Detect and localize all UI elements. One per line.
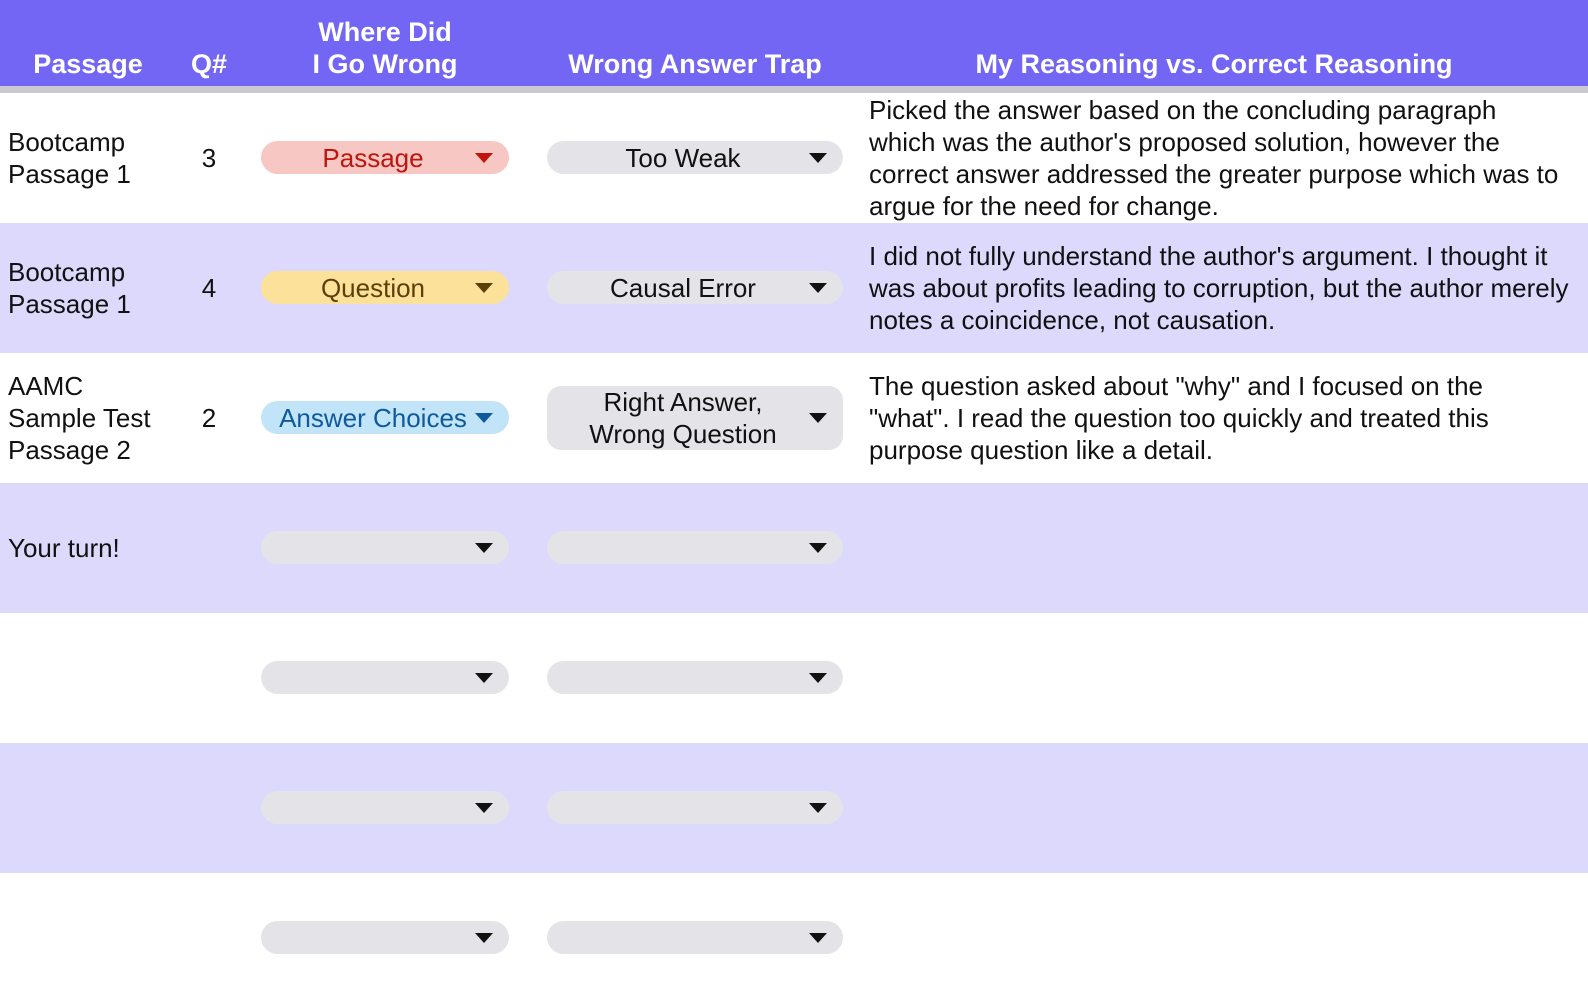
table-row (0, 353, 1588, 483)
table-row (0, 223, 1588, 353)
trap-dropdown[interactable] (547, 661, 843, 694)
where-wrong-dropdown[interactable] (261, 791, 509, 824)
header-where-did-i-go-wrong (261, 16, 509, 80)
reasoning-cell[interactable] (869, 873, 1569, 1003)
where-wrong-dropdown[interactable] (261, 921, 509, 954)
where-wrong-value: Question (320, 272, 426, 303)
where-wrong-dropdown[interactable] (261, 141, 509, 174)
header-where-line1: Where Did (318, 17, 452, 47)
question-number-cell[interactable] (178, 613, 240, 743)
reasoning-cell[interactable] (869, 613, 1569, 743)
where-wrong-dropdown[interactable] (261, 271, 509, 304)
table-row (0, 483, 1588, 613)
trap-value-line2: Wrong Question (589, 419, 777, 449)
reasoning-cell[interactable] (869, 483, 1569, 613)
reasoning-cell[interactable]: Picked the answer based on the concluding paragraph which was the author's proposed solution, however the correct answer addressed the greater purpose which was to argue for the need for change. (869, 95, 1559, 221)
where-wrong-dropdown[interactable] (261, 531, 509, 564)
caret-down-icon (809, 153, 827, 163)
where-wrong-value: Answer Choices (279, 402, 467, 433)
caret-down-icon (475, 543, 493, 553)
passage-cell[interactable]: Bootcamp Passage 1 (8, 257, 131, 319)
passage-cell[interactable]: Your turn! (8, 533, 120, 563)
where-wrong-dropdown[interactable] (261, 401, 509, 434)
caret-down-icon (809, 933, 827, 943)
passage-cell[interactable]: AAMC Sample Test Passage 2 (8, 371, 151, 465)
passage-cell[interactable]: Bootcamp Passage 1 (8, 127, 131, 189)
where-wrong-dropdown[interactable] (261, 661, 509, 694)
passage-cell[interactable] (8, 873, 178, 1003)
trap-value (589, 386, 800, 450)
table-row (0, 93, 1588, 223)
caret-down-icon (475, 283, 493, 293)
question-number-cell[interactable] (178, 483, 240, 613)
question-number-cell[interactable]: 2 (201, 402, 217, 433)
header-reasoning: My Reasoning vs. Correct Reasoning (975, 49, 1453, 79)
question-number-cell[interactable] (178, 743, 240, 873)
trap-dropdown[interactable] (547, 791, 843, 824)
trap-dropdown[interactable] (547, 921, 843, 954)
trap-dropdown[interactable] (547, 141, 843, 174)
trap-value: Too Weak (625, 142, 741, 173)
caret-down-icon (475, 413, 493, 423)
caret-down-icon (809, 283, 827, 293)
header-question-number: Q# (190, 49, 228, 79)
question-number-cell[interactable] (178, 873, 240, 1003)
trap-dropdown[interactable] (547, 386, 843, 450)
header-passage: Passage (33, 49, 143, 79)
trap-dropdown[interactable] (547, 271, 843, 304)
caret-down-icon (809, 803, 827, 813)
header-where-line2: I Go Wrong (312, 49, 458, 79)
caret-down-icon (809, 673, 827, 683)
passage-cell[interactable] (8, 613, 178, 743)
question-number-cell[interactable]: 3 (201, 142, 217, 173)
question-number-cell[interactable]: 4 (201, 272, 217, 303)
trap-dropdown[interactable] (547, 531, 843, 564)
trap-value-line1: Right Answer, (603, 387, 763, 417)
caret-down-icon (809, 543, 827, 553)
reasoning-cell[interactable] (869, 743, 1569, 873)
caret-down-icon (475, 673, 493, 683)
where-wrong-value: Passage (322, 142, 424, 173)
caret-down-icon (475, 933, 493, 943)
table-row (0, 613, 1588, 743)
header-divider (0, 86, 1588, 93)
caret-down-icon (809, 413, 827, 423)
table-header (0, 0, 1588, 86)
reasoning-cell[interactable]: The question asked about "why" and I focused on the "what". I read the question too quickly and treated this purpose question like a detail. (869, 371, 1489, 465)
table-row (0, 743, 1588, 873)
reasoning-cell[interactable]: I did not fully understand the author's argument. I thought it was about profits leading to corruption, but the author merely notes a coincidence, not causation. (869, 241, 1569, 335)
caret-down-icon (475, 153, 493, 163)
trap-value: Causal Error (610, 272, 756, 303)
caret-down-icon (475, 803, 493, 813)
header-wrong-answer-trap: Wrong Answer Trap (568, 49, 822, 79)
passage-cell[interactable] (8, 743, 178, 873)
table-row (0, 873, 1588, 1003)
